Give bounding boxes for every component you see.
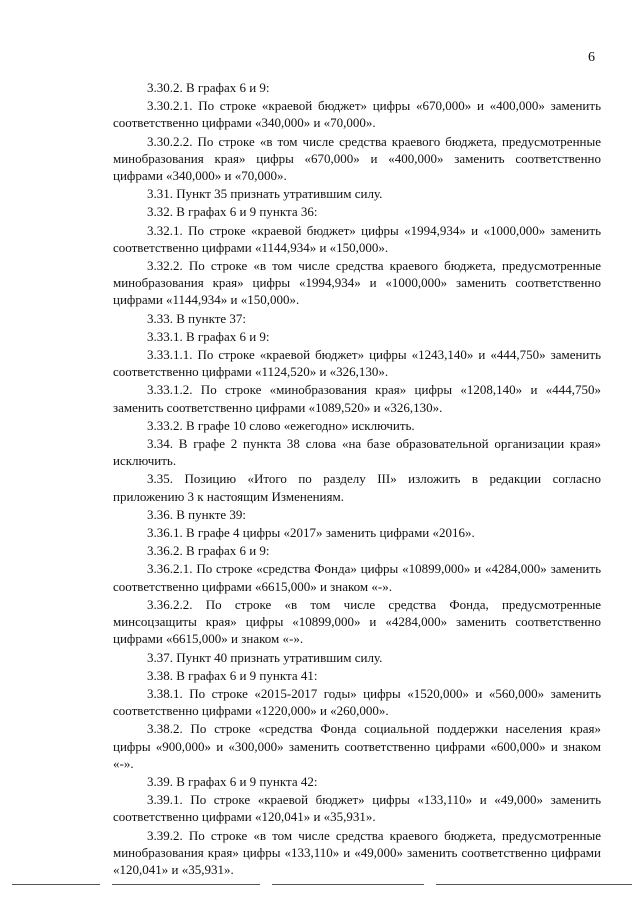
page-number: 6 — [588, 50, 595, 65]
paragraph: 3.36.2.1. По строке «средства Фонда» цифры «10899,000» и «4284,000» заменить соответственно цифрами «6615,000» и знаком «-». — [113, 561, 601, 594]
paragraph: 3.30.2.1. По строке «краевой бюджет» цифры «670,000» и «400,000» заменить соответственно цифрами «340,000» и «70,000». — [113, 98, 601, 131]
paragraph: 3.30.2.2. По строке «в том числе средства краевого бюджета, предусмотренные минобразования края» цифры «670,000» и «400,000» заменить соответственно цифрами «340,000» и «70,000». — [113, 133, 601, 184]
paragraph: 3.33. В пункте 37: — [147, 310, 247, 326]
paragraph: 3.33.1. В графах 6 и 9: — [147, 328, 270, 344]
paragraph: 3.33.1.1. По строке «краевой бюджет» цифры «1243,140» и «444,750» заменить соответственно цифрами «1124,520» и «326,130». — [113, 347, 601, 380]
paragraph: 3.38.1. По строке «2015-2017 годы» цифры «1520,000» и «560,000» заменить соответственно цифрами «1220,000» и «260,000». — [113, 685, 601, 719]
document-body — [113, 79, 601, 879]
paragraph: 3.36.2.2. По строке «в том числе средства Фонда, предусмотренные минсоцзащиты края» цифры «10899,000» и «4284,000» заменить соответственно цифрами «6615,000» и знаком «-». — [113, 596, 601, 647]
paragraph: 3.36.1. В графе 4 цифры «2017» заменить цифрами «2016». — [147, 525, 475, 541]
paragraph: 3.32.2. По строке «в том числе средства краевого бюджета, предусмотренные минобразования края» цифры «1994,934» и «1000,000» заменить соответственно цифрами «1144,934» и «150,000». — [113, 258, 601, 308]
footer-line — [12, 884, 100, 885]
paragraph: 3.32.1. По строке «краевой бюджет» цифры «1994,934» и «1000,000» заменить соответственно цифрами «1144,934» и «150,000». — [113, 222, 601, 255]
paragraph: 3.38.2. По строке «средства Фонда социальной поддержки населения края» цифры «900,000» и «300,000» заменить соответственно цифрами «600,000» и знаком «-». — [113, 721, 601, 771]
paragraph: 3.39.2. По строке «в том числе средства краевого бюджета, предусмотренные минобразования края» цифры «133,110» и «49,000» заменить соответственно цифрами «120,041» и «35,931». — [113, 827, 601, 877]
paragraph: 3.32. В графах 6 и 9 пункта 36: — [147, 204, 318, 220]
paragraph: 3.38. В графах 6 и 9 пункта 41: — [147, 667, 318, 683]
paragraph: 3.33.1.2. По строке «минобразования края» цифры «1208,140» и «444,750» заменить соответственно цифрами «1089,520» и «326,130». — [113, 382, 601, 415]
paragraph: 3.36. В пункте 39: — [147, 506, 247, 522]
paragraph: 3.36.2. В графах 6 и 9: — [147, 543, 270, 559]
paragraph: 3.39.1. По строке «краевой бюджет» цифры «133,110» и «49,000» заменить соответственно цифрами «120,041» и «35,931». — [113, 792, 601, 825]
paragraph: 3.35. Позицию «Итого по разделу III» изложить в редакции согласно приложению 3 к настоящим Изменениям. — [113, 471, 601, 504]
paragraph: 3.33.2. В графе 10 слово «ежегодно» исключить. — [147, 417, 415, 433]
footer-separator — [0, 884, 640, 894]
footer-line — [272, 884, 424, 885]
paragraph: 3.37. Пункт 40 признать утратившим силу. — [147, 649, 383, 665]
paragraph: 3.34. В графе 2 пункта 38 слова «на базе образовательной организации края» исключить. — [113, 436, 601, 469]
paragraph: 3.31. Пункт 35 признать утратившим силу. — [147, 186, 383, 202]
paragraph: 3.30.2. В графах 6 и 9: — [147, 80, 270, 95]
footer-line — [436, 884, 632, 885]
footer-line — [112, 884, 260, 885]
paragraph: 3.39. В графах 6 и 9 пункта 42: — [147, 773, 318, 789]
